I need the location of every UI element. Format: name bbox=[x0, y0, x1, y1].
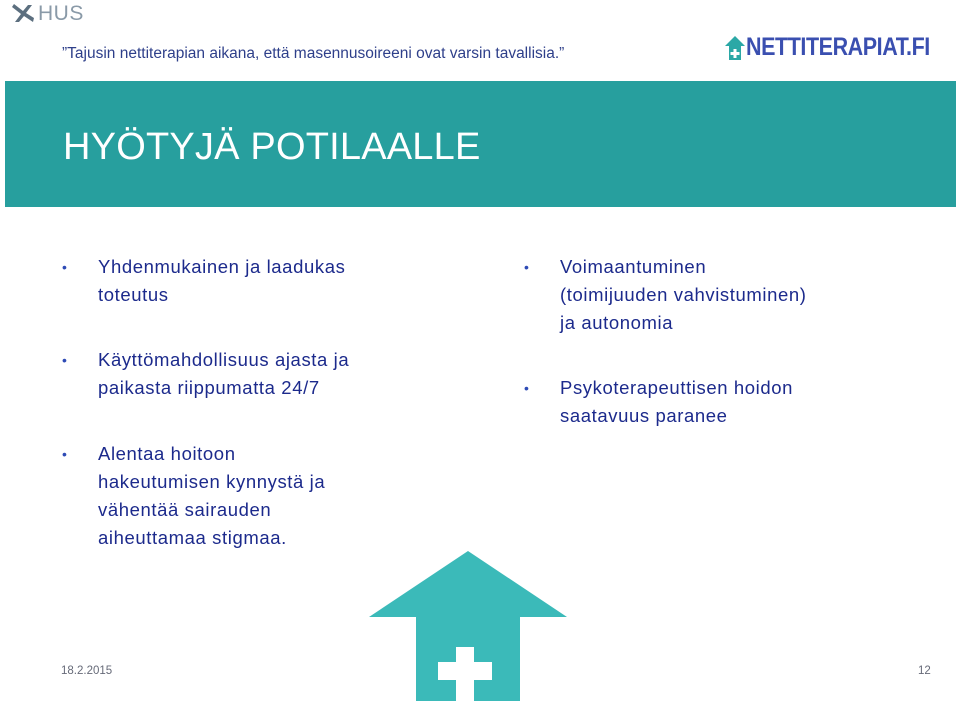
right-bullet-list bbox=[524, 253, 944, 430]
bullet-line: Yhdenmukainen ja laadukas bbox=[98, 256, 346, 277]
left-bullet-list bbox=[62, 253, 442, 552]
bullet-line: vähentää sairauden bbox=[98, 499, 272, 520]
footer-date: 18.2.2015 bbox=[61, 665, 113, 677]
bullet-icon: • bbox=[62, 352, 68, 368]
bullet-line: Voimaantuminen bbox=[560, 256, 707, 277]
slide-title: HYÖTYJÄ POTILAALLE bbox=[63, 126, 481, 168]
bullet-line: aiheuttamaa stigmaa. bbox=[98, 527, 287, 548]
bullet-item bbox=[62, 440, 442, 552]
title-banner bbox=[5, 81, 956, 207]
nettiterapiat-logo-text: NETTITERAPIAT.FI bbox=[746, 33, 930, 61]
bullet-line: hakeutumisen kynnystä ja bbox=[98, 471, 326, 492]
bullet-icon: • bbox=[62, 259, 68, 275]
bullet-line: Käyttömahdollisuus ajasta ja bbox=[98, 349, 350, 370]
bullet-item bbox=[62, 253, 442, 309]
bullet-item bbox=[524, 253, 944, 337]
bullet-line: paikasta riippumatta 24/7 bbox=[98, 377, 320, 398]
bullet-line: (toimijuuden vahvistuminen) bbox=[560, 284, 807, 305]
bullet-line: saatavuus paranee bbox=[560, 405, 728, 426]
hus-bird-icon bbox=[10, 3, 36, 25]
bullet-icon: • bbox=[524, 380, 530, 396]
bullet-line: Psykoterapeuttisen hoidon bbox=[560, 377, 794, 398]
hus-logo bbox=[10, 2, 84, 26]
bullet-icon: • bbox=[62, 446, 68, 462]
bullet-item bbox=[62, 346, 442, 402]
bullet-line: Alentaa hoitoon bbox=[98, 443, 236, 464]
nettiterapiat-house-icon bbox=[724, 35, 746, 61]
bullet-item bbox=[524, 374, 944, 430]
nettiterapiat-logo bbox=[724, 33, 960, 62]
bullet-icon: • bbox=[524, 259, 530, 275]
hus-logo-text: HUS bbox=[38, 2, 84, 25]
bullet-line: toteutus bbox=[98, 284, 169, 305]
page-number: 12 bbox=[918, 665, 931, 677]
bullet-line: ja autonomia bbox=[560, 312, 674, 333]
quote-text: ”Tajusin nettiterapian aikana, että masennusoireeni ovat varsin tavallisia.” bbox=[62, 45, 565, 62]
house-cross-icon bbox=[367, 551, 569, 701]
